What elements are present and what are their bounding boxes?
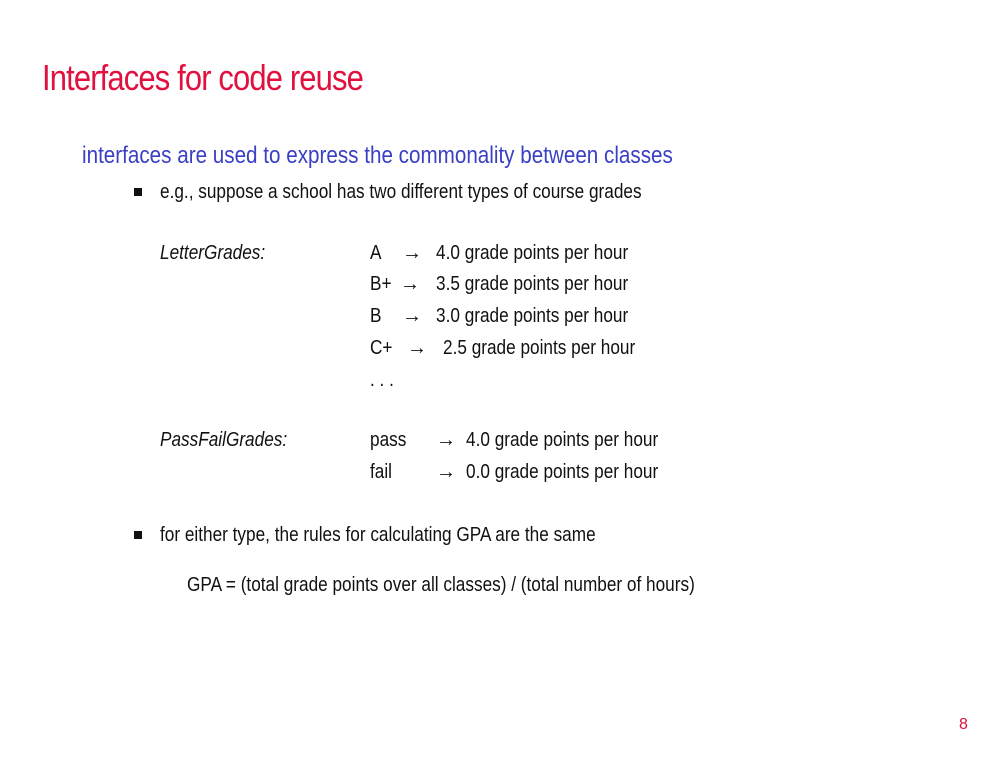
bullet-text: for either type, the rules for calculating GPA are the same xyxy=(160,524,596,546)
grade-points-text: 3.0 grade points per hour xyxy=(436,305,629,327)
right-arrow-icon: → xyxy=(436,429,456,451)
letter-grades-label: LetterGrades: xyxy=(160,242,266,264)
grade-value: pass xyxy=(370,429,407,451)
bullet-text: e.g., suppose a school has two different types of course grades xyxy=(160,181,642,203)
right-arrow-icon: → xyxy=(436,461,456,483)
page-number: 8 xyxy=(959,716,968,733)
grade-value: A xyxy=(370,242,382,264)
grade-points-text: 4.0 grade points per hour xyxy=(436,242,629,264)
right-arrow-icon: → xyxy=(402,242,422,264)
grade-value: fail xyxy=(370,461,392,483)
gpa-formula: GPA = (total grade points over all classes) / (total number of hours) xyxy=(187,574,695,596)
right-arrow-icon: → xyxy=(400,273,420,295)
right-arrow-icon: → xyxy=(402,305,422,327)
grade-value: C+ xyxy=(370,337,393,359)
slide-title: Interfaces for code reuse xyxy=(42,57,363,98)
grade-points-text: 2.5 grade points per hour xyxy=(443,337,636,359)
grade-value: B+ xyxy=(370,273,392,295)
square-bullet-icon xyxy=(134,188,142,196)
main-point: interfaces are used to express the commonality between classes xyxy=(82,142,673,169)
grade-points-text: 3.5 grade points per hour xyxy=(436,273,629,295)
grade-value: B xyxy=(370,305,382,327)
grade-points-text: 0.0 grade points per hour xyxy=(466,461,659,483)
right-arrow-icon: → xyxy=(407,337,427,359)
square-bullet-icon xyxy=(134,531,142,539)
passfail-grades-label: PassFailGrades: xyxy=(160,429,288,451)
ellipsis: . . . xyxy=(370,369,394,391)
grade-points-text: 4.0 grade points per hour xyxy=(466,429,659,451)
